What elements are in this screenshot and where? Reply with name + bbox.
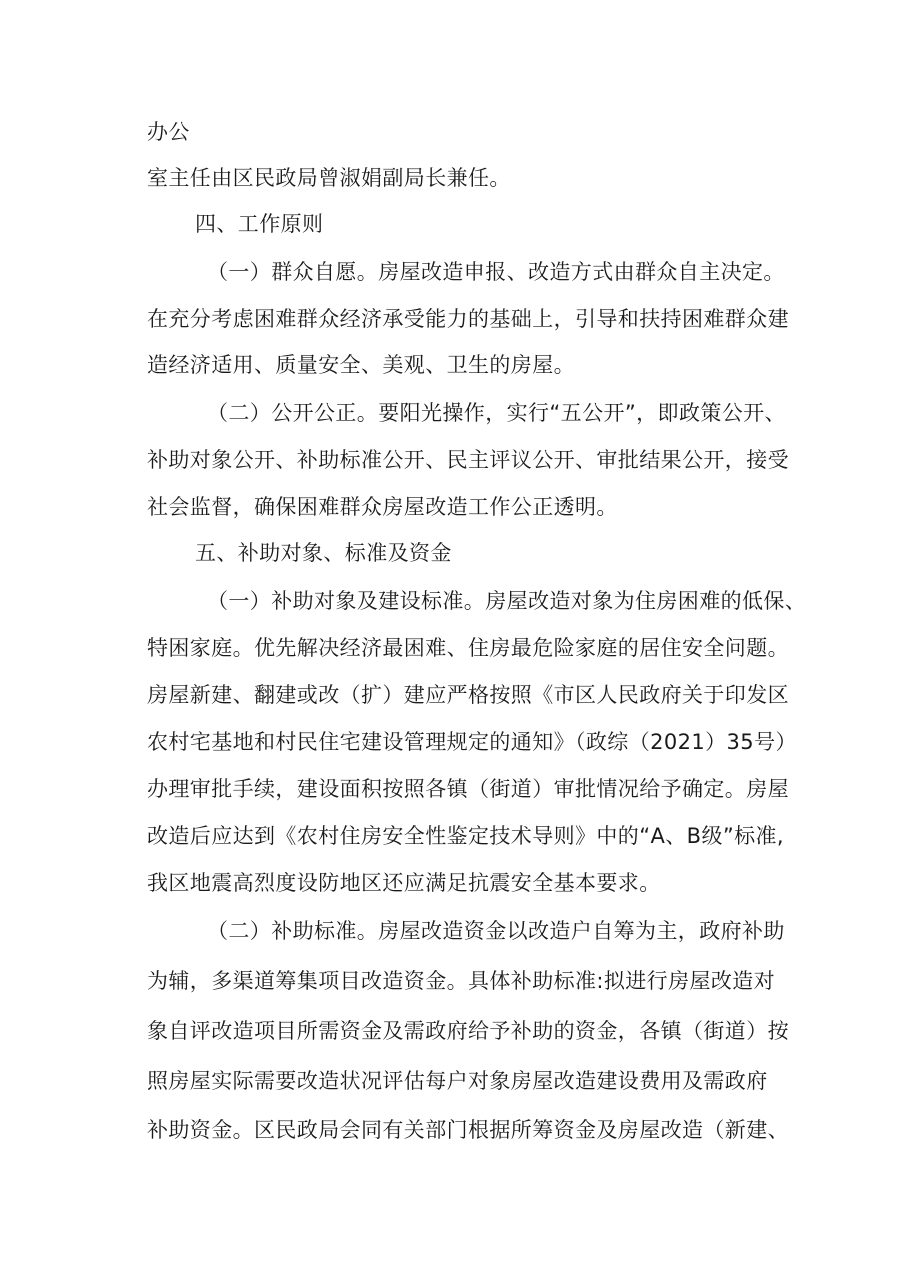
paragraph-line: 办公 <box>147 120 190 144</box>
paragraph-line: 房屋新建、翻建或改（扩）建应严格按照《市区人民政府关于印发区 <box>147 683 789 707</box>
section-heading: 五、补助对象、标准及资金 <box>195 541 452 565</box>
paragraph-line: 象自评改造项目所需资金及需政府给予补助的资金，各镇（街道）按 <box>147 1019 789 1043</box>
paragraph-line: （二）公开公正。要阳光操作，实行“五公开”，即政策公开、 <box>207 401 786 425</box>
paragraph-line: 补助对象公开、补助标准公开、民主评议公开、审批结果公开，接受 <box>147 448 789 472</box>
paragraph-line: 造经济适用、质量安全、美观、卫生的房屋。 <box>147 353 575 377</box>
paragraph-line: 改造后应达到《农村住房安全性鉴定技术导则》中的“A、B级”标准, <box>147 824 785 848</box>
paragraph-line: 在充分考虑困难群众经济承受能力的基础上，引导和扶持困难群众建 <box>147 307 789 331</box>
paragraph-line: （一）补助对象及建设标准。房屋改造对象为住房困难的低保、 <box>207 589 807 613</box>
paragraph-line: （二）补助标准。房屋改造资金以改造户自筹为主，政府补助 <box>207 919 785 943</box>
paragraph-line: 为辅，多渠道筹集项目改造资金。具体补助标准:拟进行房屋改造对 <box>147 969 776 993</box>
section-heading: 四、工作原则 <box>195 212 324 236</box>
paragraph-line: 农村宅基地和村民住宅建设管理规定的通知》（政综（2021）35号） <box>147 730 797 754</box>
paragraph-line: 照房屋实际需要改造状况评估每户对象房屋改造建设费用及需政府 <box>147 1069 768 1093</box>
paragraph-line: （一）群众自愿。房屋改造申报、改造方式由群众自主决定。 <box>207 260 785 284</box>
paragraph-line: 办理审批手续，建设面积按照各镇（街道）审批情况给予确定。房屋 <box>147 777 789 801</box>
paragraph-line: 室主任由区民政局曾淑娟副局长兼任。 <box>147 166 511 190</box>
paragraph-line: 社会监督，确保困难群众房屋改造工作公正透明。 <box>147 495 618 519</box>
paragraph-line: 补助资金。区民政局会同有关部门根据所筹资金及房屋改造（新建、 <box>147 1118 789 1142</box>
paragraph-line: 特困家庭。优先解决经济最困难、住房最危险家庭的居住安全问题。 <box>147 636 789 660</box>
paragraph-line: 我区地震高烈度设防地区还应满足抗震安全基本要求。 <box>147 871 661 895</box>
